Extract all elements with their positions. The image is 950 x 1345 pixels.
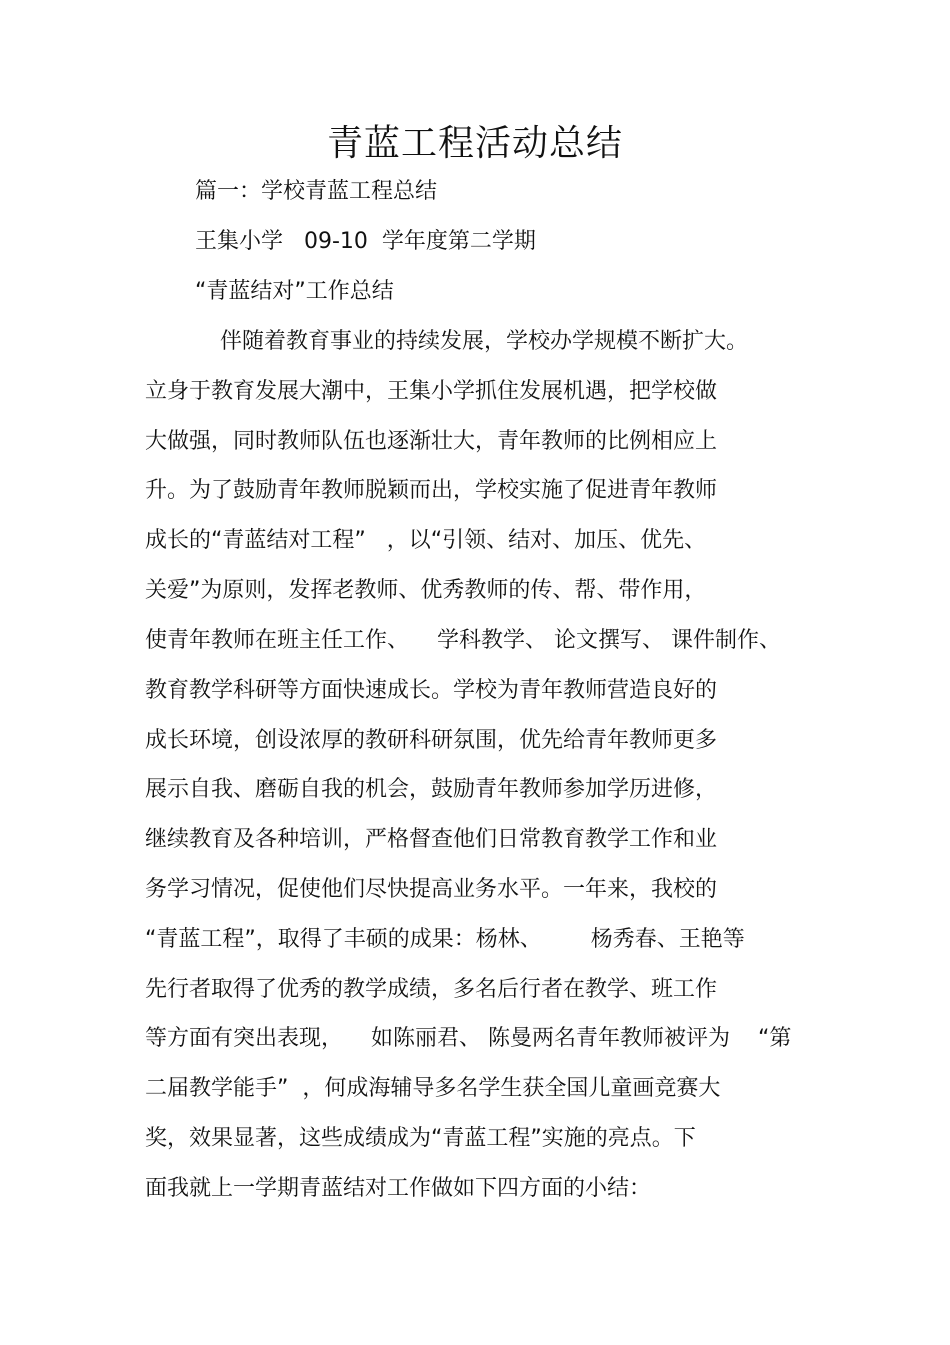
paragraph-line: 等方面有突出表现， 如陈丽君、 陈曼两名青年教师被评为 “第 <box>145 1026 792 1051</box>
paragraph-line: 立身于教育发展大潮中，王集小学抓住发展机遇，把学校做 <box>145 379 718 404</box>
paragraph-line: 升。为了鼓励青年教师脱颖而出，学校实施了促进青年教师 <box>145 478 718 503</box>
paragraph-line: 教育教学科研等方面快速成长。学校为青年教师营造良好的 <box>145 678 718 703</box>
paragraph-line: 继续教育及各种培训，严格督查他们日常教育教学工作和业 <box>145 827 718 852</box>
paragraph-line: 成长的“青蓝结对工程” ，以“引领、结对、加压、优先、 <box>145 528 707 553</box>
paragraph-line: 关爱”为原则，发挥老教师、优秀教师的传、帮、带作用， <box>145 578 707 603</box>
paragraph-line: 务学习情况，促使他们尽快提高业务水平。一年来，我校的 <box>145 877 718 902</box>
paragraph-line: 大做强，同时教师队伍也逐渐壮大，青年教师的比例相应上 <box>145 429 718 454</box>
report-title: “青蓝结对”工作总结 <box>195 279 394 304</box>
paragraph-line: 成长环境，创设浓厚的教研科研氛围，优先给青年教师更多 <box>145 728 718 753</box>
paragraph-line: “青蓝工程”，取得了丰硕的成果：杨林、 杨秀春、王艳等 <box>145 927 745 952</box>
school-line: 王集小学 09-10 学年度第二学期 <box>195 229 536 254</box>
paragraph-line: 展示自我、磨砺自我的机会，鼓励青年教师参加学历进修， <box>145 777 718 802</box>
paragraph-line: 奖，效果显著，这些成绩成为“青蓝工程”实施的亮点。下 <box>145 1126 696 1151</box>
paragraph-line: 伴随着教育事业的持续发展，学校办学规模不断扩大。 <box>220 329 749 354</box>
subtitle: 篇一：学校青蓝工程总结 <box>195 179 438 204</box>
paragraph-line: 面我就上一学期青蓝结对工作做如下四方面的小结： <box>145 1176 652 1201</box>
paragraph-line: 使青年教师在班主任工作、 学科教学、 论文撰写、 课件制作、 <box>145 628 781 653</box>
document-title: 青蓝工程活动总结 <box>326 123 623 164</box>
paragraph-line: 二届教学能手” ，何成海辅导多名学生获全国儿童画竞赛大 <box>145 1076 721 1101</box>
paragraph-line: 先行者取得了优秀的教学成绩，多名后行者在教学、班工作 <box>145 977 718 1002</box>
